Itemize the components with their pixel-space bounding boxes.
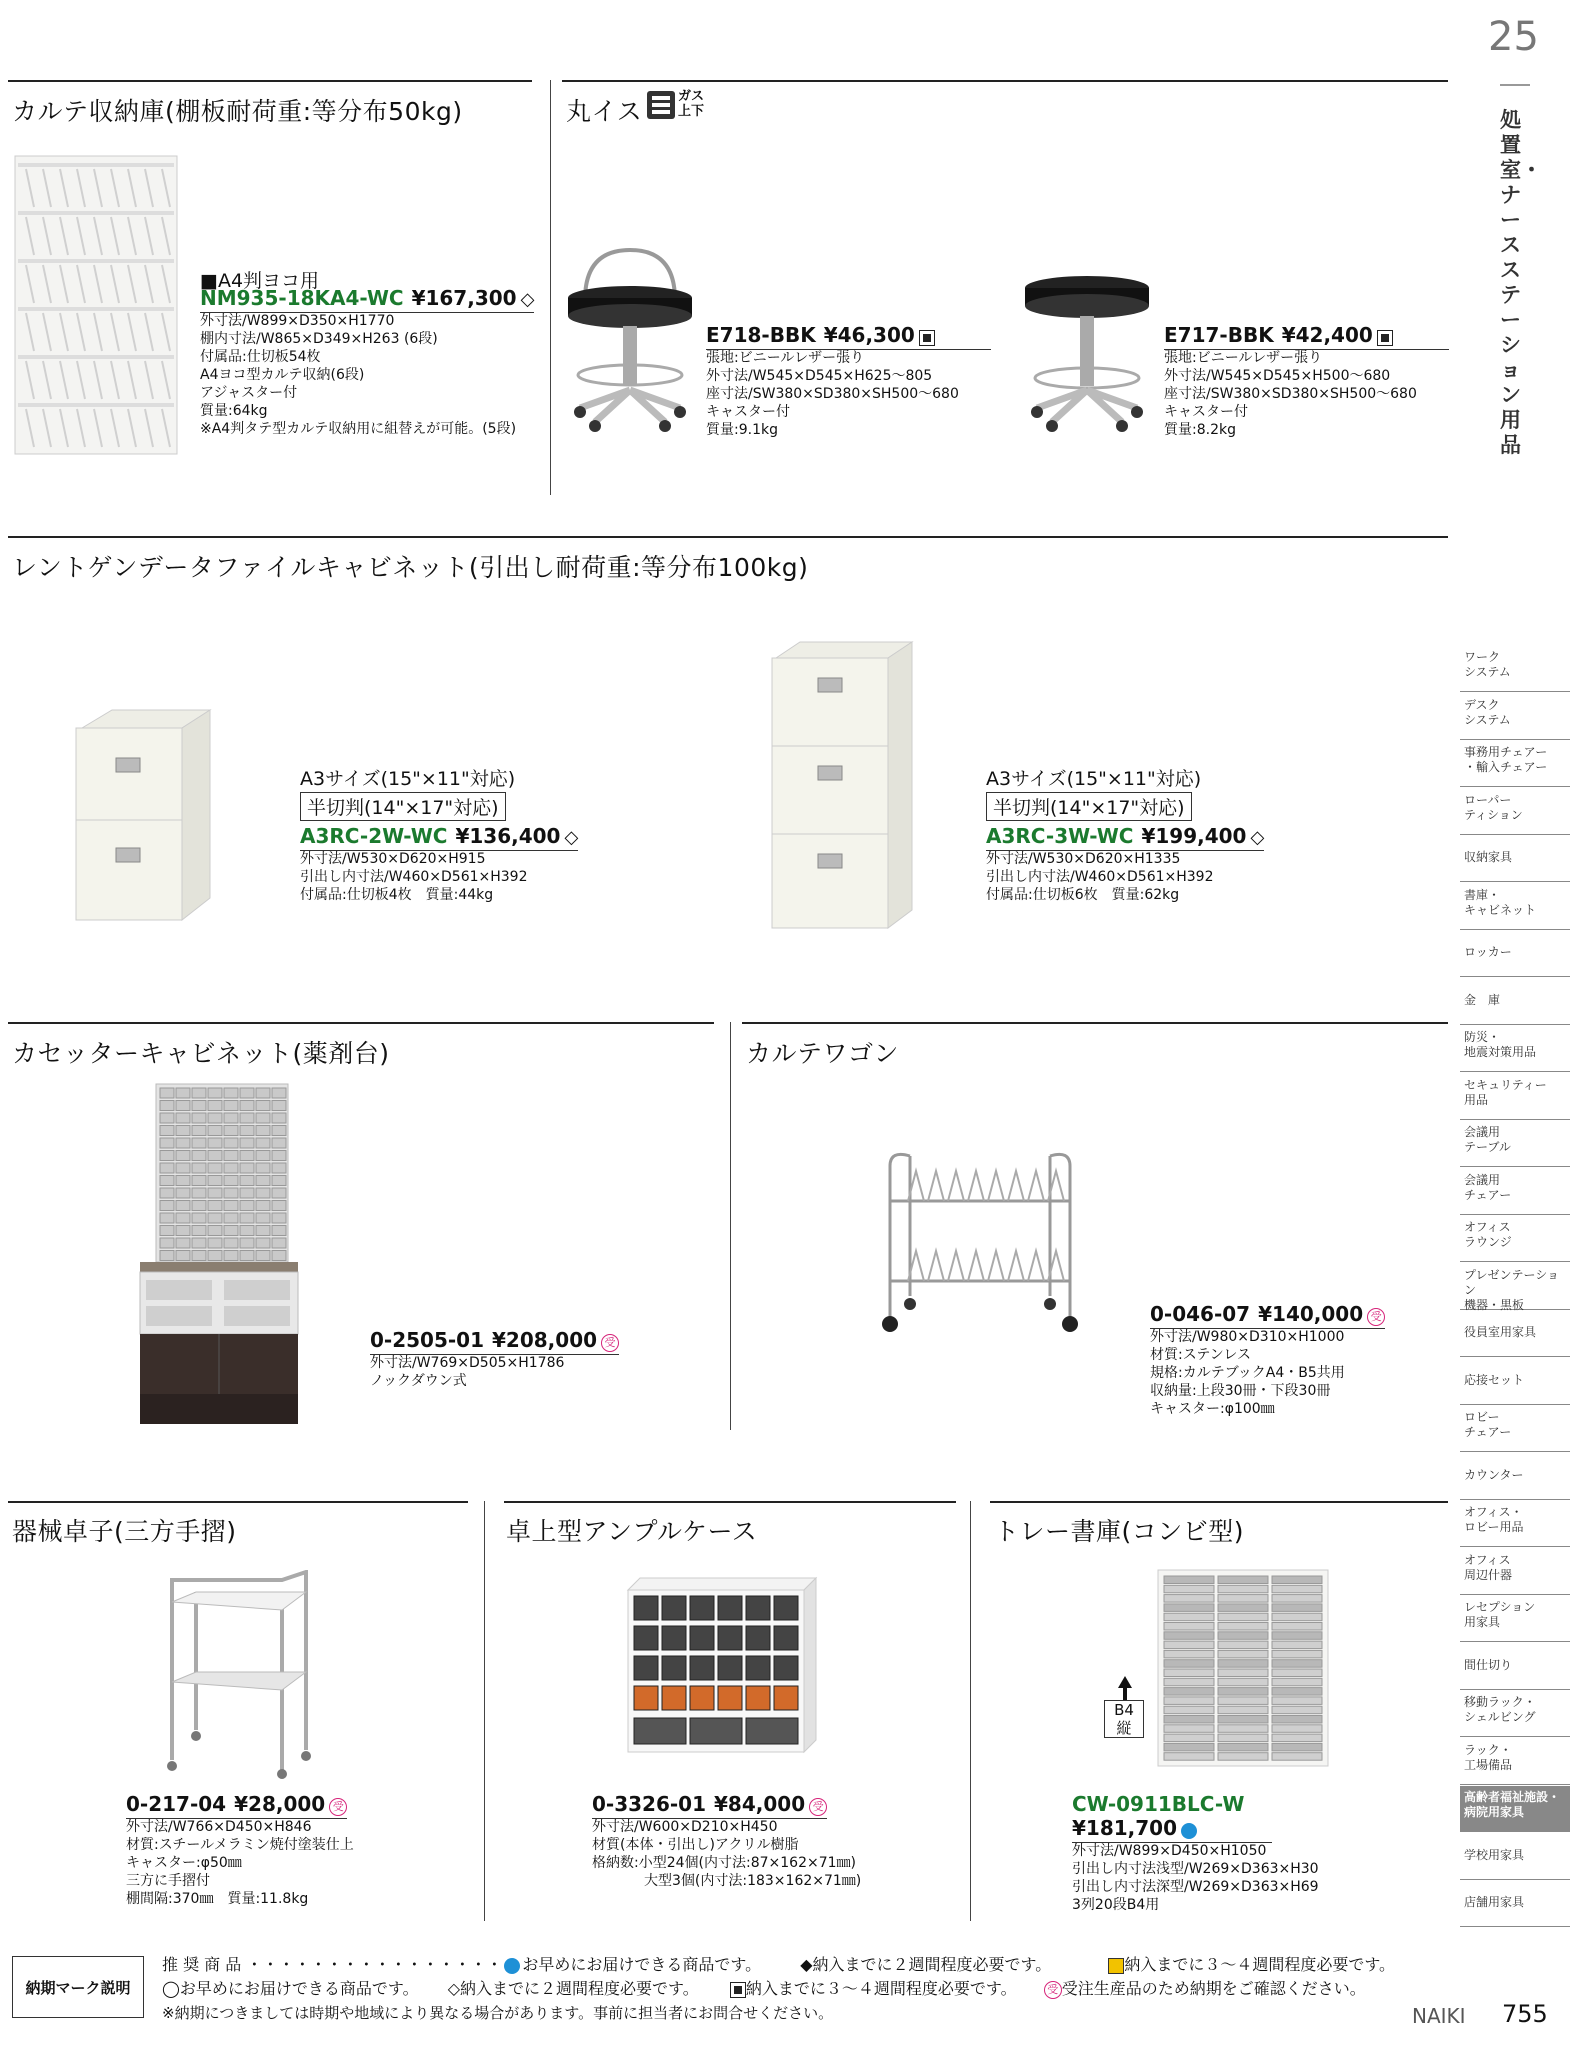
- sidebar-item[interactable]: 学校用家具: [1460, 1834, 1570, 1880]
- sidebar-item[interactable]: 移動ラック・ シェルビング: [1460, 1691, 1570, 1737]
- section-title-round-stool: 丸イス: [566, 97, 643, 126]
- product-code: 0-217-04: [126, 1792, 227, 1816]
- spec-line: 張地:ビニールレザー張り: [1164, 350, 1323, 366]
- xray-2w-size2: 半切判(14"×17"対応): [300, 792, 506, 821]
- spec-line: 外寸法/W530×D620×H915: [300, 851, 486, 867]
- casetter-image: [138, 1080, 300, 1425]
- spec-line: 棚内寸法/W865×D349×H263 (6段): [200, 331, 438, 347]
- karte-wagon-product-line: [1150, 1302, 1385, 1329]
- xray-2w-specs: [300, 850, 528, 904]
- product-code: 0-046-07: [1150, 1302, 1251, 1326]
- casetter-product-line: [370, 1328, 619, 1355]
- order-mark-icon: 受: [601, 1334, 619, 1352]
- spec-line: 質量:64kg: [200, 403, 268, 419]
- spec-line: 付属品:仕切板4枚 質量:44kg: [300, 887, 494, 903]
- spec-line: 材質:スチールメラミン焼付塗装仕上: [126, 1837, 354, 1853]
- spec-line: 引出し内寸法/W460×D561×H392: [986, 869, 1214, 885]
- section-title-casetter: カセッターキャビネット(薬剤台): [12, 1039, 390, 1068]
- spec-line: キャスター付: [706, 404, 790, 420]
- recommended-mark-icon: [504, 1958, 520, 1974]
- legend-title-box: 納期マーク説明: [12, 1956, 144, 2018]
- gas-lift-icon: [646, 90, 676, 120]
- instrument-table-specs: [126, 1818, 354, 1908]
- product-code: 0-2505-01: [370, 1328, 485, 1352]
- sidebar-item[interactable]: 収納家具: [1460, 836, 1570, 882]
- spec-line: 外寸法/W530×D620×H1335: [986, 851, 1181, 867]
- spec-line: 外寸法/W600×D210×H450: [592, 1819, 778, 1835]
- product-code: NM935-18KA4-WC: [200, 286, 404, 310]
- spec-line: 大型3個(内寸法:183×162×71㎜): [644, 1873, 862, 1889]
- xray-cabinet-2w-image: [72, 708, 212, 923]
- box-mark-icon: [919, 330, 935, 346]
- ampule-case-product-line: [592, 1792, 827, 1819]
- sidebar-item[interactable]: オフィス ラウンジ: [1460, 1216, 1570, 1262]
- order-mark-icon: 受: [1367, 1308, 1385, 1326]
- sidebar-item[interactable]: カウンター: [1460, 1454, 1570, 1500]
- spec-line: 棚間隔:370㎜ 質量:11.8kg: [126, 1891, 309, 1907]
- diamond-mark-icon: ◇: [564, 827, 579, 848]
- section-title-karte-wagon: カルテワゴン: [746, 1039, 900, 1068]
- spec-line: 外寸法/W769×D505×H1786: [370, 1355, 565, 1371]
- product-price: ¥42,400: [1281, 323, 1373, 347]
- stool-e718-specs: [706, 349, 959, 439]
- spec-line: 規格:カルテブックA4・B5共用: [1150, 1365, 1345, 1381]
- ampule-case-specs: [592, 1818, 861, 1890]
- spec-line: A4ヨコ型カルテ収納(6段): [200, 367, 365, 383]
- xray-3w-product-line: [986, 824, 1264, 851]
- b4-arrow-stem: [1123, 1686, 1127, 1700]
- spec-line: 材質:ステンレス: [1150, 1347, 1251, 1363]
- xray-3w-size2: 半切判(14"×17"対応): [986, 792, 1192, 821]
- product-price: ¥208,000: [492, 1328, 598, 1352]
- spec-line: 外寸法/W899×D350×H1770: [200, 313, 395, 329]
- sidebar-item[interactable]: レセプション 用家具: [1460, 1596, 1570, 1642]
- karte-storage-image: [14, 155, 178, 455]
- sidebar-item[interactable]: 間仕切り: [1460, 1644, 1570, 1690]
- product-price: ¥84,000: [714, 1792, 806, 1816]
- sidebar-item[interactable]: デスク システム: [1460, 694, 1570, 740]
- sidebar-item[interactable]: 防災・ 地震対策用品: [1460, 1026, 1570, 1072]
- sidebar-item[interactable]: セキュリティー 用品: [1460, 1074, 1570, 1120]
- spec-line: 引出し内寸法浅型/W269×D363×H30: [1072, 1861, 1319, 1877]
- xray-2w-product-line: [300, 824, 578, 851]
- spec-line: キャスター付: [1164, 404, 1248, 420]
- spec-line: 付属品:仕切板54枚: [200, 349, 321, 365]
- section-title-ampule-case: 卓上型アンプルケース: [506, 1517, 758, 1546]
- xray-3w-size1: A3サイズ(15"×11"対応): [986, 768, 1202, 790]
- stool-e717-product-line: [1164, 323, 1449, 350]
- chapter-title: 処置室・ナースステーション用品: [1500, 108, 1542, 457]
- diamond-mark-icon: ◇: [1250, 827, 1265, 848]
- spec-line: 外寸法/W899×D450×H1050: [1072, 1843, 1267, 1859]
- xray-cabinet-3w-image: [770, 640, 915, 930]
- chapter-dash: [1500, 84, 1530, 86]
- product-code: 0-3326-01: [592, 1792, 707, 1816]
- karte-wagon-specs: [1150, 1328, 1345, 1418]
- instrument-table-product-line: [126, 1792, 347, 1819]
- product-price: ¥181,700: [1072, 1816, 1178, 1840]
- sidebar-item[interactable]: 書庫・ キャビネット: [1460, 884, 1570, 930]
- section-title-karte-storage: カルテ収納庫(棚板耐荷重:等分布50kg): [12, 97, 463, 126]
- footer-brand: NAIKI: [1412, 2004, 1466, 2028]
- spec-line: アジャスター付: [200, 385, 298, 401]
- spec-line: ノックダウン式: [370, 1373, 467, 1389]
- sidebar-item[interactable]: 金 庫: [1460, 979, 1570, 1025]
- spec-line: 収納量:上段30冊・下段30冊: [1150, 1383, 1331, 1399]
- diamond-mark-icon: ◇: [520, 289, 535, 310]
- tray-cabinet-specs: [1072, 1842, 1319, 1914]
- spec-line: 引出し内寸法/W460×D561×H392: [300, 869, 528, 885]
- sidebar-item[interactable]: 高齢者福祉施設・ 病院用家具: [1460, 1786, 1570, 1832]
- spec-line: 引出し内寸法深型/W269×D363×H69: [1072, 1879, 1319, 1895]
- spec-line: 三方に手摺付: [126, 1873, 210, 1889]
- tray-cabinet-price-line: [1072, 1816, 1272, 1843]
- legend-note: ※納期につきましては時期や地域により異なる場合があります。事前に担当者にお問合せください。: [162, 2004, 834, 2022]
- spec-line: 外寸法/W766×D450×H846: [126, 1819, 312, 1835]
- page-number: 755: [1502, 2000, 1548, 2028]
- product-price: ¥136,400: [455, 824, 561, 848]
- product-code: E717-BBK: [1164, 323, 1274, 347]
- b4-label: B4 縦: [1104, 1700, 1144, 1738]
- spec-line: 外寸法/W545×D545×H500～680: [1164, 368, 1391, 384]
- sidebar-item[interactable]: 応接セット: [1460, 1359, 1570, 1405]
- spec-line: キャスター:φ50㎜: [126, 1855, 242, 1871]
- tray-cabinet-code: CW-0911BLC-W: [1072, 1792, 1245, 1816]
- sidebar-item[interactable]: ラック・ 工場備品: [1460, 1739, 1570, 1785]
- spec-line: 外寸法/W545×D545×H625～805: [706, 368, 933, 384]
- sidebar-item[interactable]: 役員室用家具: [1460, 1311, 1570, 1357]
- sidebar-item[interactable]: ワーク システム: [1460, 646, 1570, 692]
- order-mark-icon: 受: [329, 1798, 347, 1816]
- gas-lift-label: ガス 上下: [678, 89, 705, 119]
- sidebar-item[interactable]: ローパー ティション: [1460, 789, 1570, 835]
- legend-row1: 推 奨 商 品 ・・・・・・・・・・・・・・・・ お早めにお届けできる商品です。 ◆納入までに２週間程度必要です。 納入までに３～４週間程度必要です。: [162, 1955, 1396, 1974]
- sidebar-item[interactable]: プレゼンテーション 機器・黒板: [1460, 1264, 1570, 1310]
- xray-3w-specs: [986, 850, 1214, 904]
- box-mark-icon: [1377, 330, 1393, 346]
- xray-2w-size1: A3サイズ(15"×11"対応): [300, 768, 516, 790]
- product-price: ¥140,000: [1258, 1302, 1364, 1326]
- sidebar-item[interactable]: ロビー チェアー: [1460, 1406, 1570, 1452]
- spec-line: 材質(本体・引出し)アクリル樹脂: [592, 1837, 799, 1853]
- section-title-instrument-table: 器械卓子(三方手摺): [12, 1517, 237, 1546]
- spec-line: 質量:9.1kg: [706, 422, 778, 438]
- product-price: ¥46,300: [823, 323, 915, 347]
- product-price: ¥28,000: [234, 1792, 326, 1816]
- sidebar-item[interactable]: 店舗用家具: [1460, 1881, 1570, 1927]
- sidebar-item[interactable]: ロッカー: [1460, 931, 1570, 977]
- karte-storage-subtitle: ■A4判ヨコ用: [200, 270, 320, 292]
- spec-line: 質量:8.2kg: [1164, 422, 1236, 438]
- sidebar-item[interactable]: オフィス 周辺什器: [1460, 1549, 1570, 1595]
- casetter-specs: [370, 1354, 564, 1390]
- spec-line: 付属品:仕切板6枚 質量:62kg: [986, 887, 1180, 903]
- spec-line: 座寸法/SW380×SD380×SH500～680: [706, 386, 959, 402]
- karte-storage-product-line: [200, 286, 534, 313]
- diamond-filled-icon: ◆: [800, 1955, 813, 1974]
- tray-cabinet-image: [1156, 1568, 1330, 1768]
- product-code: A3RC-3W-WC: [986, 824, 1134, 848]
- spec-line: ※A4判タテ型カルテ収納用に組替えが可能。(5段): [200, 421, 517, 437]
- instrument-table-image: [158, 1570, 318, 1780]
- box-mark-icon: [730, 1982, 746, 1998]
- sidebar-item[interactable]: 会議用 チェアー: [1460, 1169, 1570, 1215]
- spec-line: 座寸法/SW380×SD380×SH500～680: [1164, 386, 1417, 402]
- stool-e718-product-line: [706, 323, 991, 350]
- product-code: E718-BBK: [706, 323, 816, 347]
- karte-storage-specs: [200, 312, 516, 438]
- yellow-box-icon: [1108, 1958, 1124, 1974]
- spec-line: 外寸法/W980×D310×H1000: [1150, 1329, 1345, 1345]
- section-title-xray-cabinet: レントゲンデータファイルキャビネット(引出し耐荷重:等分布100kg): [12, 553, 809, 582]
- sidebar-item[interactable]: 会議用 テーブル: [1460, 1121, 1570, 1167]
- product-code: A3RC-2W-WC: [300, 824, 448, 848]
- order-mark-icon: 受: [809, 1798, 827, 1816]
- spec-line: 格納数:小型24個(内寸法:87×162×71㎜): [592, 1855, 856, 1871]
- sidebar-item[interactable]: 事務用チェアー ・輸入チェアー: [1460, 741, 1570, 787]
- product-price: ¥167,300: [411, 286, 517, 310]
- spec-line: キャスター:φ100㎜: [1150, 1401, 1275, 1417]
- order-mark-icon: 受: [1044, 1981, 1062, 1999]
- stool-e718-image: [565, 240, 695, 435]
- spec-line: 3列20段B4用: [1072, 1897, 1160, 1913]
- recommended-mark-icon: [1181, 1823, 1197, 1839]
- stool-e717-image: [1022, 270, 1152, 435]
- stool-e717-specs: [1164, 349, 1417, 439]
- spec-line: 張地:ビニールレザー張り: [706, 350, 865, 366]
- section-title-tray-cabinet: トレー書庫(コンビ型): [994, 1517, 1245, 1546]
- product-price: ¥199,400: [1141, 824, 1247, 848]
- chapter-number: 25: [1488, 14, 1539, 60]
- ampule-case-image: [626, 1576, 818, 1754]
- sidebar-item[interactable]: オフィス・ ロビー用品: [1460, 1501, 1570, 1547]
- karte-wagon-image: [880, 1146, 1080, 1336]
- legend-row2: ◯お早めにお届けできる商品です。 ◇納入までに２週間程度必要です。 納入までに３～４週間程度必要です。 受 受注生産品のため納期をご確認ください。: [162, 1979, 1366, 1998]
